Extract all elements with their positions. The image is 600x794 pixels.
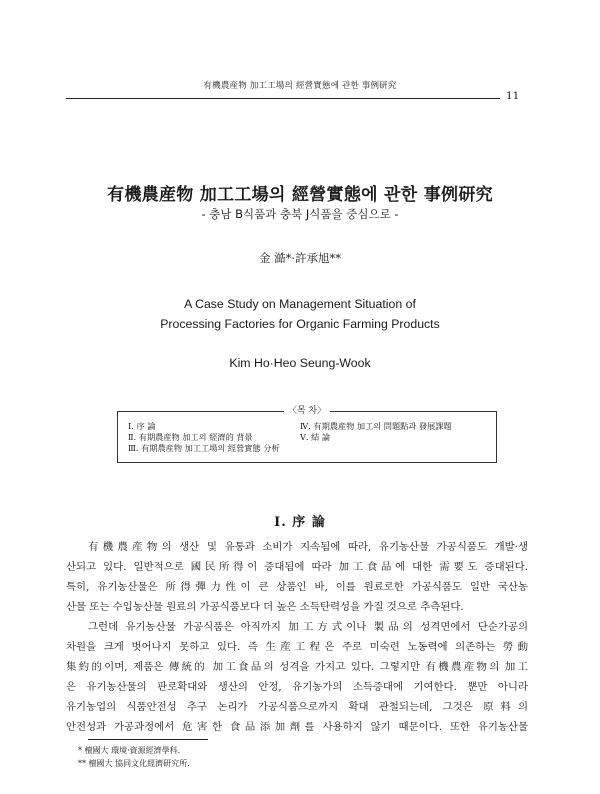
paragraph-1 — [66, 538, 528, 618]
text-line: 유기농업의 식품안전성 추구 논리가 가공식품으로까지 확대 관철되는데, 그것은 原料의 — [66, 700, 528, 713]
running-head: 有機農産物 加工工場의 經營實態에 관한 事例研究 — [203, 81, 397, 91]
text-line: 有機農産物의 생산 및 유통과 소비가 지속됨에 따라, 유기농산물 가공식품도 개발·생 — [88, 541, 528, 553]
text-line: 산되고 있다. 일반적으로 國民所得이 증대됨에 따라 加工食品에 대한 需要도 증대된다. — [66, 560, 528, 573]
toc-item: Ⅴ. 結 論 — [300, 432, 331, 442]
toc-heading-text: 〈목 차〉 — [284, 406, 330, 416]
authors-english: Kim Ho·Heo Seung-Wook — [229, 356, 371, 370]
english-title-line-1: A Case Study on Management Situation of — [184, 297, 416, 311]
text-line: 集約的이며, 제품은 傳統的 加工食品의 성격을 가지고 있다. 그렇지만 有機農産物의 加工 — [66, 660, 528, 673]
section-heading: Ⅰ. 序 論 — [274, 515, 326, 530]
footnote: ** 檀國大 協同文化經濟研究所. — [78, 759, 190, 768]
text-line: 은 유기농산물의 판로확대와 생산의 안정, 유기농가의 소득증대에 기여한다. 뿐만 아니라 — [66, 680, 528, 693]
paragraph-2 — [66, 618, 528, 737]
header-rule — [66, 98, 500, 99]
toc-item: Ⅰ. 序 論 — [128, 421, 156, 431]
toc-heading — [118, 405, 496, 417]
footnote-rule — [88, 739, 208, 740]
english-title-line-2: Processing Factories for Organic Farming Products — [160, 317, 440, 331]
paper-title: 有機農産物 加工工場의 經營實態에 관한 事例研究 — [107, 185, 493, 205]
text-line: 산물 또는 수입농산물 원료의 가공식품보다 더 높은 소득탄력성을 가질 것으로 추측된다. — [66, 600, 464, 613]
authors-korean: 金 澔*·許承旭** — [258, 251, 342, 265]
page-number: 11 — [506, 90, 520, 102]
toc-item: Ⅱ. 有期農産物 加工의 經濟的 背景 — [128, 432, 253, 442]
english-title — [0, 294, 600, 334]
footnote: * 檀國大 環境·資源經濟學科. — [78, 746, 181, 755]
toc-item: Ⅳ. 有期農産物 加工의 問題點과 發展課題 — [300, 421, 452, 431]
text-line: 특히, 유기농산물은 所得彈力性이 큰 상품인 바, 이를 원료로한 가공식품도 일반 국산농 — [66, 580, 528, 593]
text-line: 차원을 크게 벗어나지 못하고 있다. 즉 生産工程은 주로 미숙련 노동력에 의존하는 勞動 — [66, 640, 528, 653]
paper-subtitle: - 충남 B식품과 충북 J식품을 중심으로 - — [201, 207, 399, 221]
toc-item: Ⅲ. 有期農産物 加工工場의 經營實態 分析 — [128, 443, 280, 453]
text-line: 안전성과 가공과정에서 危害한 食品添加劑를 사용하지 않기 때문이다. 또한 유기농산물 — [66, 720, 528, 733]
table-of-contents — [117, 406, 497, 463]
text-line: 그런데 유기농산물 가공식품은 아직까지 加工方式이나 製品의 성격면에서 단순가공의 — [88, 621, 528, 633]
